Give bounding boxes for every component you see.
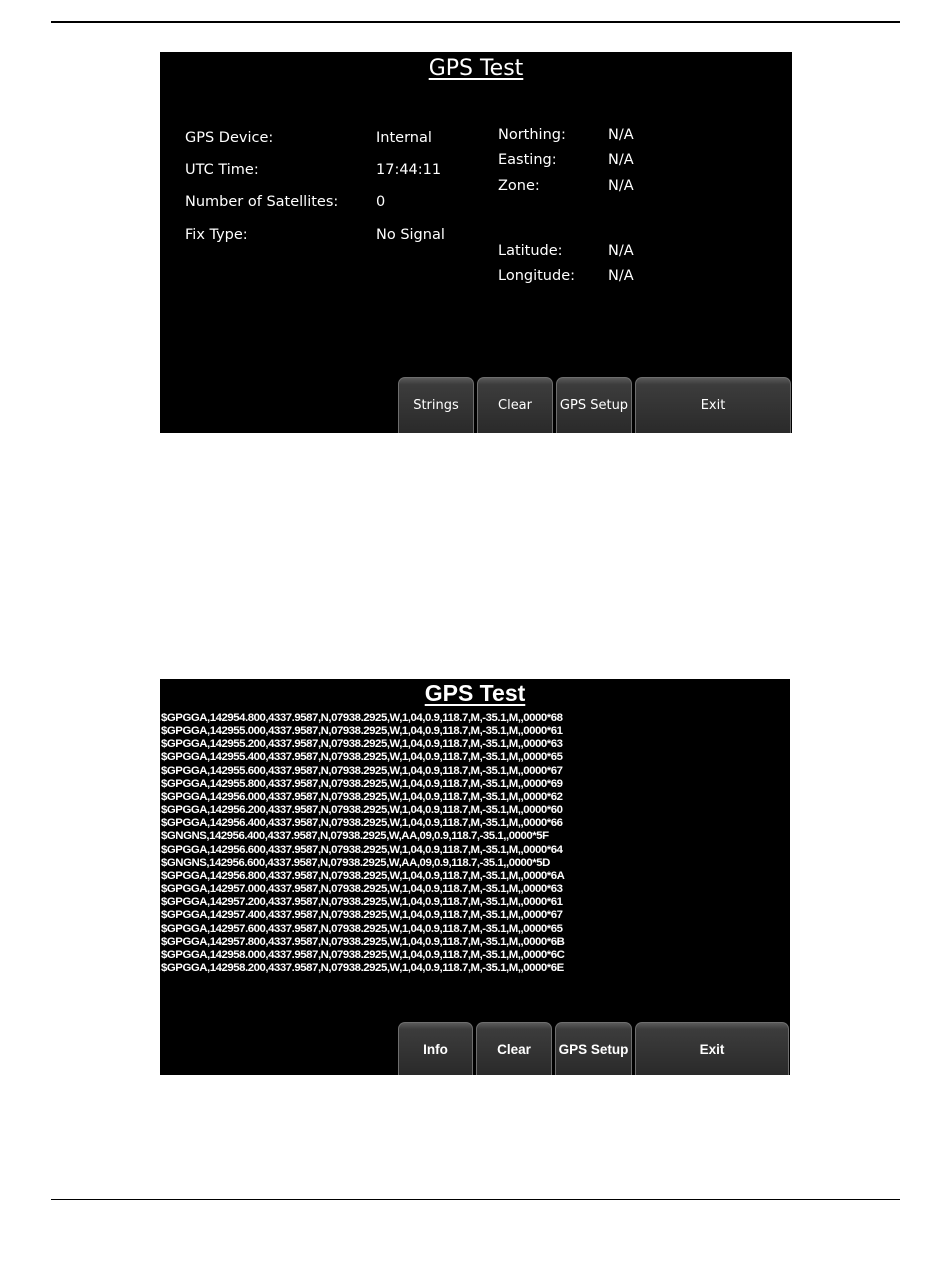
utc-time-value: 17:44:11	[376, 162, 442, 178]
gps-device-label: GPS Device:	[185, 130, 274, 146]
clear-button[interactable]: Clear	[476, 1022, 552, 1075]
page-bottom-rule	[51, 1199, 900, 1200]
gps-setup-button[interactable]: GPS Setup	[556, 377, 632, 433]
nmea-line: $GPGGA,142957.400,4337.9587,N,07938.2925,W,1,04,0.9,118.7,M,-35.1,M,,0000*67	[161, 909, 563, 922]
exit-button[interactable]: Exit	[635, 1022, 789, 1075]
nmea-line: $GPGGA,142957.000,4337.9587,N,07938.2925,W,1,04,0.9,118.7,M,-35.1,M,,0000*63	[161, 883, 563, 896]
screen-title: GPS Test	[424, 680, 526, 706]
fix-type-value: No Signal	[376, 227, 445, 243]
nmea-line: $GPGGA,142956.600,4337.9587,N,07938.2925,W,1,04,0.9,118.7,M,-35.1,M,,0000*64	[161, 843, 563, 856]
gps-test-info-screen	[160, 52, 792, 433]
latitude-label: Latitude:	[498, 243, 563, 259]
nmea-line: $GPGGA,142957.600,4337.9587,N,07938.2925,W,1,04,0.9,118.7,M,-35.1,M,,0000*65	[161, 922, 563, 935]
nmea-line: $GPGGA,142955.800,4337.9587,N,07938.2925,W,1,04,0.9,118.7,M,-35.1,M,,0000*69	[161, 777, 563, 790]
nmea-line: $GPGGA,142958.000,4337.9587,N,07938.2925,W,1,04,0.9,118.7,M,-35.1,M,,0000*6C	[161, 948, 565, 961]
nmea-line: $GPGGA,142957.200,4337.9587,N,07938.2925,W,1,04,0.9,118.7,M,-35.1,M,,0000*61	[161, 896, 563, 909]
page-top-rule	[51, 21, 900, 23]
nmea-line: $GPGGA,142956.200,4337.9587,N,07938.2925,W,1,04,0.9,118.7,M,-35.1,M,,0000*60	[161, 804, 563, 817]
strings-button[interactable]: Strings	[398, 377, 474, 433]
nmea-line: $GPGGA,142956.800,4337.9587,N,07938.2925,W,1,04,0.9,118.7,M,-35.1,M,,0000*6A	[161, 869, 565, 882]
easting-value: N/A	[608, 152, 634, 168]
clear-button[interactable]: Clear	[477, 377, 553, 433]
nmea-line: $GPGGA,142957.800,4337.9587,N,07938.2925,W,1,04,0.9,118.7,M,-35.1,M,,0000*6B	[161, 935, 565, 948]
utc-time-label: UTC Time:	[185, 162, 259, 178]
nmea-line: $GPGGA,142954.800,4337.9587,N,07938.2925,W,1,04,0.9,118.7,M,-35.1,M,,0000*68	[161, 712, 563, 724]
nmea-string-list	[161, 712, 564, 975]
satellites-value: 0	[376, 194, 386, 210]
nmea-line: $GPGGA,142955.600,4337.9587,N,07938.2925,W,1,04,0.9,118.7,M,-35.1,M,,0000*67	[161, 764, 563, 777]
exit-button[interactable]: Exit	[635, 377, 791, 433]
longitude-label: Longitude:	[498, 268, 576, 284]
latitude-value: N/A	[608, 243, 634, 259]
fix-type-label: Fix Type:	[185, 227, 248, 243]
zone-value: N/A	[608, 178, 634, 194]
zone-label: Zone:	[498, 178, 540, 194]
nmea-line: $GPGGA,142955.400,4337.9587,N,07938.2925,W,1,04,0.9,118.7,M,-35.1,M,,0000*65	[161, 751, 563, 764]
nmea-line: $GPGGA,142958.200,4337.9587,N,07938.2925,W,1,04,0.9,118.7,M,-35.1,M,,0000*6E	[161, 961, 564, 974]
nmea-line: $GPGGA,142956.000,4337.9587,N,07938.2925,W,1,04,0.9,118.7,M,-35.1,M,,0000*62	[161, 790, 563, 803]
nmea-line: $GNGNS,142956.400,4337.9587,N,07938.2925,W,AA,09,0.9,118.7,-35.1,,0000*5F	[161, 830, 549, 843]
nmea-line: $GPGGA,142956.400,4337.9587,N,07938.2925,W,1,04,0.9,118.7,M,-35.1,M,,0000*66	[161, 817, 563, 830]
nmea-line: $GPGGA,142955.200,4337.9587,N,07938.2925,W,1,04,0.9,118.7,M,-35.1,M,,0000*63	[161, 738, 563, 751]
gps-device-value: Internal	[376, 130, 432, 146]
screen-title: GPS Test	[428, 56, 524, 81]
northing-label: Northing:	[498, 127, 566, 143]
nmea-line: $GNGNS,142956.600,4337.9587,N,07938.2925,W,AA,09,0.9,118.7,-35.1,,0000*5D	[161, 856, 550, 869]
gps-setup-button[interactable]: GPS Setup	[555, 1022, 632, 1075]
northing-value: N/A	[608, 127, 634, 143]
longitude-value: N/A	[608, 268, 634, 284]
info-button[interactable]: Info	[398, 1022, 473, 1075]
easting-label: Easting:	[498, 152, 557, 168]
nmea-line: $GPGGA,142955.000,4337.9587,N,07938.2925,W,1,04,0.9,118.7,M,-35.1,M,,0000*61	[161, 725, 563, 738]
satellites-label: Number of Satellites:	[185, 194, 339, 210]
gps-test-strings-screen	[160, 679, 790, 1075]
